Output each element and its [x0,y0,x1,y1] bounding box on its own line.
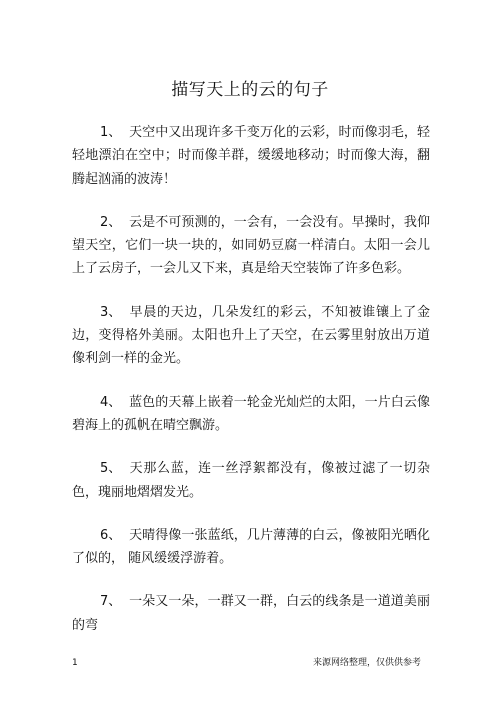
item-text: 云是不可预测的，一会有，一会没有。早操时，我仰望天空，它们一块一块的，如同奶豆腐一样清白。太阳一会儿上了云房子，一会儿又下来，真是给天空装饰了许多色彩。 [72,214,430,277]
page-title: 描写天上的云的句子 [171,80,329,100]
list-item [72,121,430,191]
item-number: 5、 [100,461,122,477]
item-text: 一朵又一朵，一群又一群，白云的线条是一道道美丽的弯 [72,594,430,633]
item-text: 天那么蓝，连一丝浮絮都没有，像被过滤了一切杂色，瑰丽地熠熠发光。 [72,461,430,500]
item-number: 6、 [100,527,122,543]
list-item [72,391,430,438]
footer-note: 来源网络整理，仅供供参考 [312,658,421,668]
list-item [72,211,430,281]
item-number: 4、 [100,394,122,410]
list-item [72,457,430,504]
item-text: 蓝色的天幕上嵌着一轮金光灿烂的太阳，一片白云像碧海上的孤帆在晴空飘游。 [72,394,430,433]
item-number: 2、 [100,214,122,230]
item-number: 1、 [100,125,122,140]
list-item [72,301,430,371]
list-item [72,524,430,571]
list-item [72,590,430,637]
item-text: 天晴得像一张蓝纸，几片薄薄的白云，像被阳光晒化了似的， 随风缓缓浮游着。 [72,527,430,567]
item-text: 天空中又出现许多千变万化的云彩，时而像羽毛，轻轻地漂泊在空中；时而像羊群，缓缓地移动；时而像大海，翻腾起汹涌的波涛！ [72,125,430,187]
sentence-list [72,121,430,637]
item-text: 早晨的天边，几朵发红的彩云，不知被谁镶上了金边，变得格外美丽。太阳也升上了天空，在云雾里射放出万道像利剑一样的金光。 [72,304,430,367]
item-number: 7、 [100,594,122,610]
item-number: 3、 [100,304,122,320]
page-number: 1 [72,658,78,668]
